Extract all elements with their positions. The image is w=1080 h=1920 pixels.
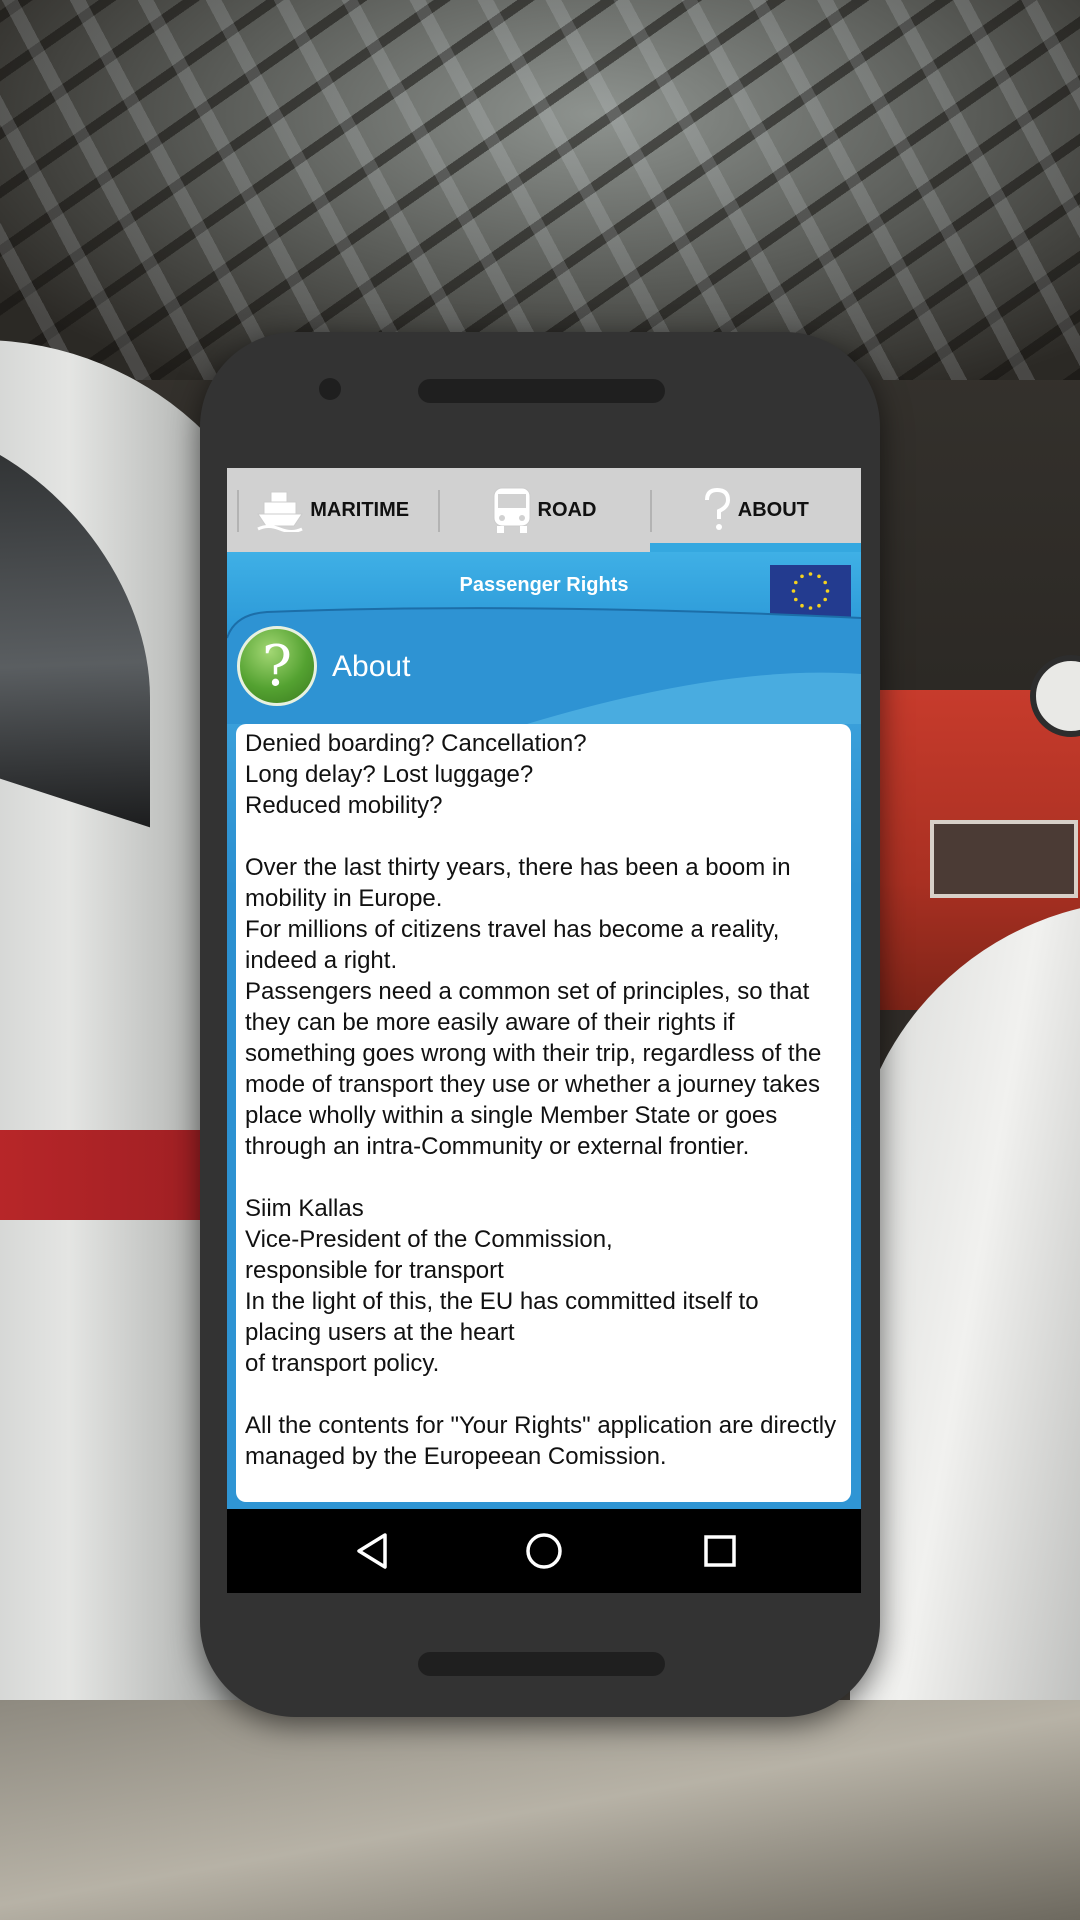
- bottom-speaker: [418, 1652, 665, 1676]
- tab-about[interactable]: [650, 468, 861, 552]
- content-area: [227, 552, 861, 1509]
- tab-road[interactable]: [438, 468, 649, 552]
- text-line: responsible for transport: [245, 1257, 504, 1284]
- bus-icon: [492, 486, 532, 534]
- header-wave: [227, 604, 861, 724]
- question-mark-icon: ?: [237, 626, 317, 706]
- phone-screen: [227, 468, 861, 1593]
- back-icon[interactable]: [353, 1531, 393, 1571]
- app-title: Passenger Rights: [459, 574, 629, 596]
- about-text-card[interactable]: [236, 724, 851, 1502]
- platform: [0, 1700, 1080, 1920]
- speaker-grille: [418, 379, 665, 403]
- page-title: About: [332, 650, 411, 683]
- tab-about-label: ABOUT: [737, 498, 809, 521]
- white-train-right: [850, 900, 1080, 1800]
- station-roof: [0, 0, 1080, 380]
- recents-icon[interactable]: [700, 1531, 740, 1571]
- text-line: of transport policy.: [245, 1350, 440, 1377]
- text-line: Long delay? Lost luggage?: [245, 761, 534, 788]
- question-icon: [702, 487, 732, 533]
- tab-maritime[interactable]: [227, 468, 438, 552]
- text-paragraph: For millions of citizens travel has become a reality, indeed a right.: [245, 916, 780, 974]
- tab-maritime-label: MARITIME: [310, 498, 410, 521]
- camera-dot: [319, 378, 341, 400]
- text-line: Reduced mobility?: [245, 792, 443, 819]
- home-icon[interactable]: [524, 1531, 564, 1571]
- text-paragraph: All the contents for "Your Rights" application are directly managed by the Europeean Comission.: [245, 1412, 837, 1470]
- text-line: Siim Kallas: [245, 1195, 364, 1222]
- text-line: Denied boarding? Cancellation?: [245, 730, 587, 757]
- android-nav-bar: [227, 1509, 861, 1593]
- ship-icon: [256, 488, 304, 532]
- tab-road-label: ROAD: [537, 498, 597, 521]
- text-paragraph: Passengers need a common set of principles, so that they can be more easily aware of their rights if something goes wrong with their trip, regardless of the mode of transport they use or whether a journey takes place wholly within a single Member State or goes through an intra-Community or external frontier.: [245, 978, 822, 1160]
- tab-bar: [227, 468, 861, 552]
- text-paragraph: In the light of this, the EU has committed itself to placing users at the heart: [245, 1288, 759, 1346]
- text-paragraph: Over the last thirty years, there has been a boom in mobility in Europe.: [245, 854, 791, 912]
- text-line: Vice-President of the Commission,: [245, 1226, 613, 1253]
